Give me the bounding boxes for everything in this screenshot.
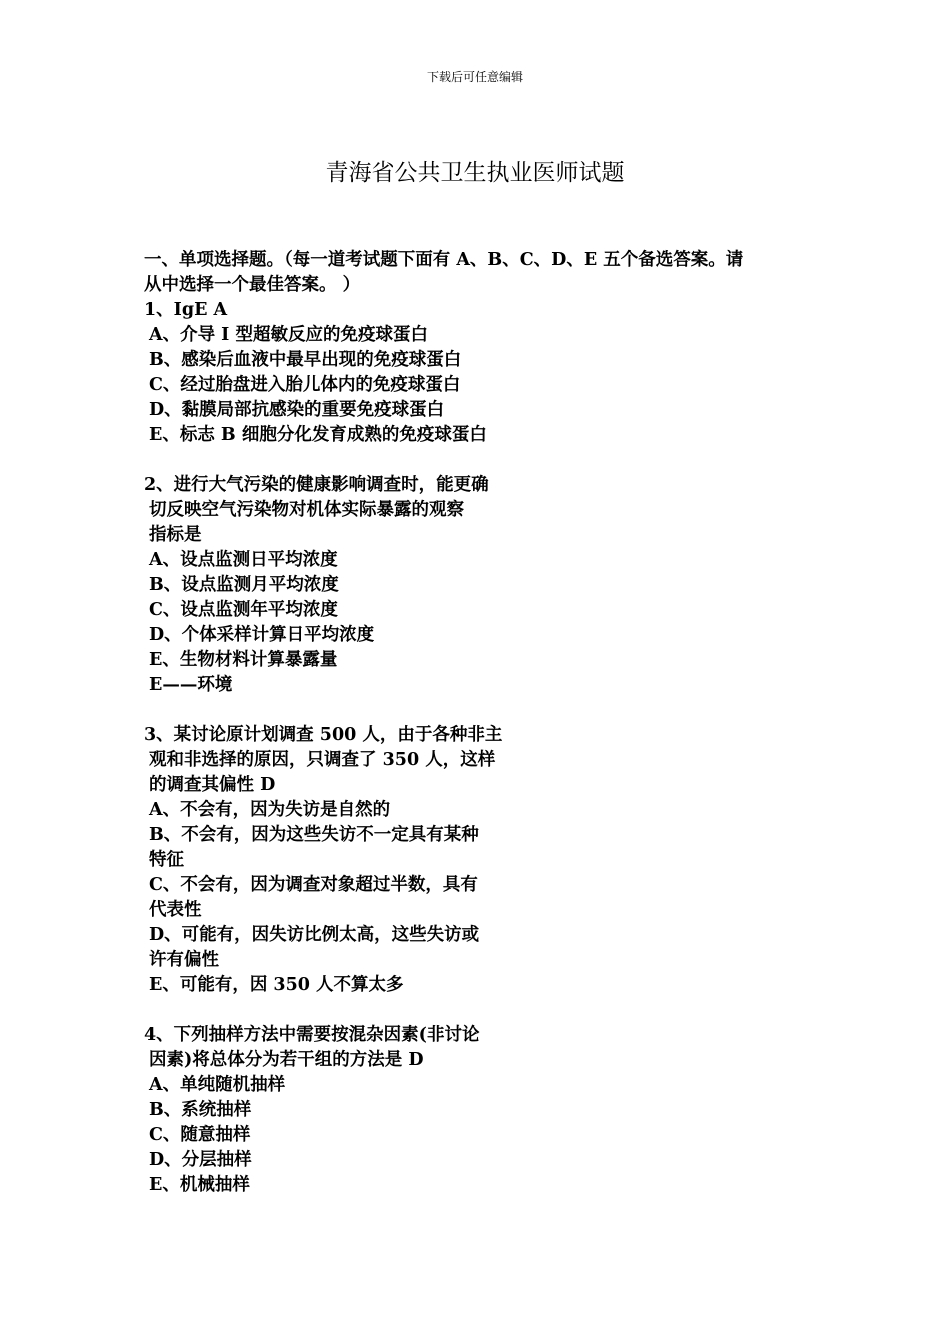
answer-option: A、单纯随机抽样: [149, 1075, 286, 1095]
answer-option: C、不会有，因为调查对象超过半数，具有: [149, 875, 478, 895]
answer-option: D、分层抽样: [149, 1150, 252, 1170]
answer-note: E——环境: [149, 675, 233, 695]
answer-option-continued: 代表性: [149, 900, 202, 920]
question-4: [144, 1023, 814, 1198]
spacer: [144, 698, 814, 723]
answer-option: C、随意抽样: [149, 1125, 251, 1145]
question-stem: 的调查其偏性 D: [149, 775, 276, 795]
question-stem: 2、进行大气污染的健康影响调查时，能更确: [144, 475, 489, 495]
answer-option: C、经过胎盘进入胎儿体内的免疫球蛋白: [149, 375, 461, 395]
document-body: [144, 248, 814, 1198]
header-note: 下载后可任意编辑: [426, 70, 523, 84]
spacer: [144, 448, 814, 473]
answer-option: D、黏膜局部抗感染的重要免疫球蛋白: [149, 400, 445, 420]
question-stem: 指标是: [149, 525, 202, 545]
answer-option: A、设点监测日平均浓度: [149, 550, 338, 570]
question-2: [144, 473, 814, 698]
question-stem: 因素)将总体分为若干组的方法是 D: [149, 1050, 424, 1070]
answer-option: C、设点监测年平均浓度: [149, 600, 338, 620]
answer-option-continued: 许有偏性: [149, 950, 219, 970]
answer-option: B、感染后血液中最早出现的免疫球蛋白: [149, 350, 462, 370]
section-heading-line: 一、单项选择题。（每一道考试题下面有 A、B、C、D、E 五个备选答案。请: [144, 250, 744, 270]
answer-option: E、标志 B 细胞分化发育成熟的免疫球蛋白: [149, 425, 487, 445]
answer-option: A、不会有，因为失访是自然的: [149, 800, 391, 820]
section-heading: [144, 248, 814, 298]
question-stem: 1、IgE A: [144, 300, 228, 320]
question-stem: 4、下列抽样方法中需要按混杂因素(非讨论: [144, 1025, 480, 1045]
answer-option: E、可能有，因 350 人不算太多: [149, 975, 404, 995]
answer-option: B、设点监测月平均浓度: [149, 575, 339, 595]
question-1: [144, 298, 814, 448]
question-stem: 切反映空气污染物对机体实际暴露的观察: [149, 500, 464, 520]
question-stem: 3、某讨论原计划调查 500 人，由于各种非主: [144, 725, 503, 745]
answer-option: E、机械抽样: [149, 1175, 250, 1195]
spacer: [144, 998, 814, 1023]
answer-option: E、生物材料计算暴露量: [149, 650, 338, 670]
section-heading-line: 从中选择一个最佳答案。 ）: [144, 275, 361, 295]
answer-option: D、个体采样计算日平均浓度: [149, 625, 375, 645]
answer-option-continued: 特征: [149, 850, 184, 870]
answer-option: B、不会有，因为这些失访不一定具有某种: [149, 825, 479, 845]
answer-option: B、系统抽样: [149, 1100, 252, 1120]
question-3: [144, 723, 814, 998]
question-stem: 观和非选择的原因，只调查了 350 人，这样: [149, 750, 496, 770]
answer-option: D、可能有，因失访比例太高，这些失访或: [149, 925, 480, 945]
page-title: 青海省公共卫生执业医师试题: [325, 160, 625, 186]
answer-option: A、介导 I 型超敏反应的免疫球蛋白: [149, 325, 428, 345]
